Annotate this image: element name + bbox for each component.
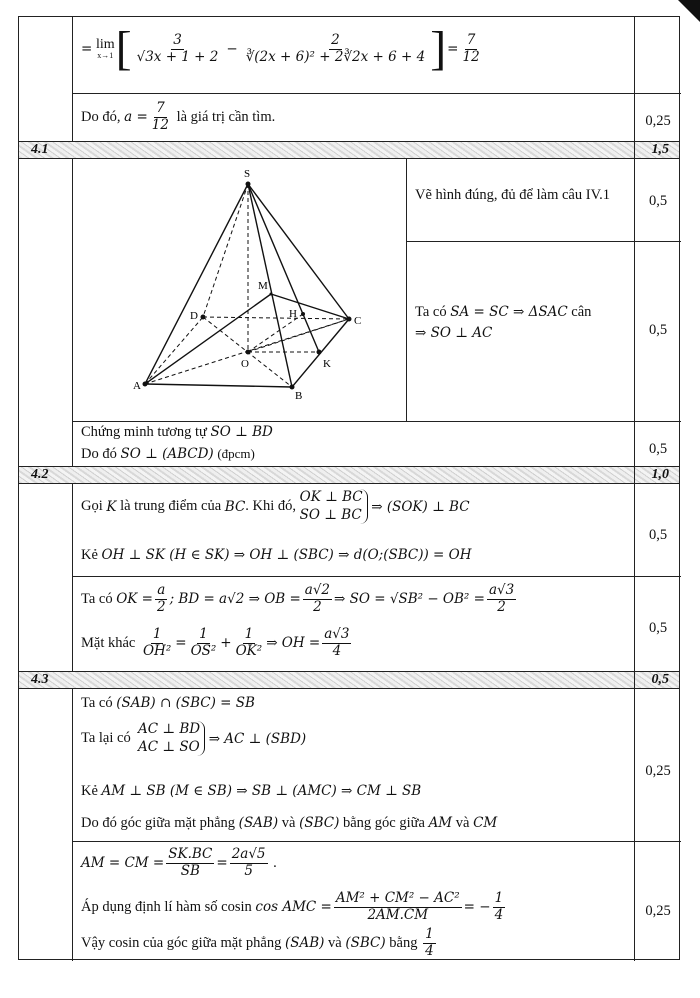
row-divider (72, 576, 681, 577)
score-cell: 0,5 (648, 193, 668, 209)
oh-distance-step: Kẻ OH ⊥ SK (H ∈ SK) ⇒ OH ⊥ (SBC) ⇒ d(O;(SBC)) = OH (81, 547, 472, 563)
angle-conclusion: Do đó góc giữa mặt phẳng (SAB) và (SBC) bằng góc giữa AM và CM (81, 815, 498, 831)
score-cell: 0,5 (648, 441, 668, 457)
score-cell: 0,25 (645, 903, 671, 919)
limit-expression: = lim x→1 [ $\frac{3}{√3x + 1 + 2}$ − $\frac{2}{\text{∛(2x + 6)² + 2∛2x + 6 + 4}}$ ] = $\frac{7}{12}$ (81, 22, 480, 75)
vertex-label-k: K (323, 358, 331, 370)
row-divider (72, 841, 681, 842)
vertex-label-c: C (354, 315, 362, 327)
vertex-label-a: A (133, 380, 141, 392)
vertex-label-m: M (258, 280, 268, 292)
midpoint-k-step: Gọi K là trung điểm của BC . Khi đó, OK ⊥ BC SO ⊥ BC ⇒ (SOK) ⊥ BC (81, 489, 470, 523)
col-divider-score (634, 688, 635, 961)
figure-divider (406, 158, 407, 422)
pyramid-figure (73, 159, 406, 421)
final-answer: Vậy cosin của góc giữa mặt phẳng (SAB) và (SBC) bằng $\frac{1}{4}$ (81, 926, 434, 959)
col-divider-left (72, 483, 73, 672)
score-cell: 0,5 (648, 620, 668, 636)
col-divider-left (72, 17, 73, 142)
intersection-sb: Ta có (SAB) ∩ (SBC) = SB (81, 695, 255, 711)
score-cell: 0,5 (648, 527, 668, 543)
col-divider-score (634, 483, 635, 672)
row-divider (72, 93, 681, 94)
so-perp-abcd: Chứng minh tương tự SO ⊥ BD Do đó SO ⊥ (ABCD) (đpcm) (81, 424, 273, 462)
sac-isosceles: Ta có SA = SC ⇒ ΔSAC cân ⇒ SO ⊥ AC (415, 304, 592, 342)
cosine-law: Áp dụng định lí hàm số cosin cos AMC = $\frac{\text{AM² + CM² − AC²}}{2AM.CM}$ = − $\frac{1}{4}$ (81, 890, 504, 923)
vertex-label-d: D (190, 310, 198, 322)
so-length-step: Ta có OK = $\frac{a}{2}$ ; BD = a√2 ⇒ OB = $\frac{a√2}{2}$ ⇒ SO = √SB² − OB² = $\frac{a√3}{2}$ (81, 582, 515, 615)
section-header-4-3: 4.3 0,5 (19, 671, 679, 689)
vertex-label-b: B (295, 390, 303, 402)
score-cell: 0,25 (645, 763, 671, 779)
col-divider-left (72, 688, 73, 961)
row-divider (406, 241, 681, 242)
oh-length-step: Mặt khác $\frac{1}{\text{OH²}}$ = $\frac{1}{\text{OS²}}$ + $\frac{1}{\text{OK²}}$ ⇒ OH = $\frac{a√3}{4}$ (81, 626, 350, 659)
draw-figure-note: Vẽ hình đúng, đủ để làm câu IV.1 (415, 187, 611, 203)
conclusion-a: Do đó, a = $\frac{7}{12}$ là giá trị cần tìm. (81, 100, 276, 133)
section-header-4-2: 4.2 1,0 (19, 466, 679, 484)
vertex-label-s: S (244, 168, 251, 180)
ac-perp-sbd: Ta lại có AC ⊥ BD AC ⊥ SO ⇒ AC ⊥ (SBD) (81, 721, 307, 755)
am-cm-length: AM = CM = $\frac{SK.BC}{SB}$ = $\frac{2a√5}{5}$ . (81, 846, 277, 879)
answer-table (18, 16, 680, 960)
score-cell: 0,25 (645, 113, 671, 129)
score-cell: 0,5 (648, 322, 668, 338)
page-corner-fold (678, 0, 700, 22)
vertex-label-o: O (241, 358, 249, 370)
am-perp-sb: Kẻ AM ⊥ SB (M ∈ SB) ⇒ SB ⊥ (AMC) ⇒ CM ⊥ SB (81, 783, 422, 799)
vertex-label-h: H (289, 308, 297, 320)
section-header-4-1: 4.1 1,5 (19, 141, 679, 159)
